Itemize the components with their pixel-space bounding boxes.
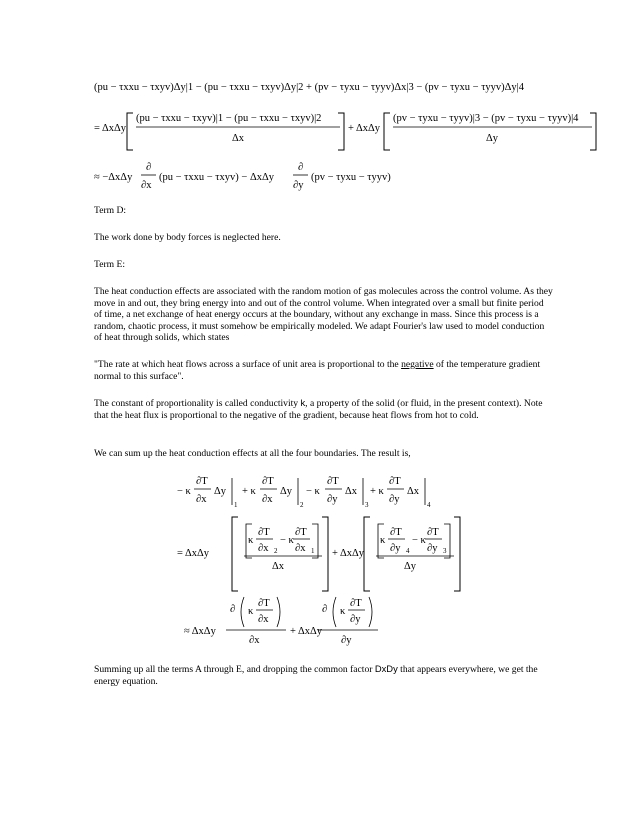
eq2-line2-a-sub2: 1 — [311, 547, 315, 555]
eq2-line3-b-num: ∂T — [350, 598, 362, 609]
eq2-line1-sub1: 1 — [234, 501, 238, 509]
eq2-line3-a-right-paren — [277, 597, 280, 627]
eq2-line2-b-num1: ∂T — [390, 527, 402, 538]
eq2-line1-term4-lead: + κ — [370, 486, 384, 497]
eq1-line2-denominator-b: Δy — [486, 133, 499, 144]
eq2-left-bracket-a — [232, 517, 238, 591]
eq1-right-bracket-a — [338, 113, 344, 150]
eq2-line3-mid: + ΔxΔy — [290, 626, 322, 637]
eq2-line2-b-num2: ∂T — [427, 527, 439, 538]
eq1-line2-numerator-b: (pv − τyxu − τyyv)|3 − (pv − τyxu − τyyv)|4 — [393, 113, 579, 124]
eq1-line3-partial-den-a: ∂x — [141, 180, 152, 191]
term-d-body: The work done by body forces is neglected here. — [94, 232, 281, 243]
eq2-line3-b-partial: ∂ — [322, 604, 328, 615]
eq2-line3-a-kappa: κ — [248, 606, 254, 617]
sum-up-paragraph: We can sum up the heat conduction effects at all the four boundaries. The result is, — [94, 448, 411, 459]
eq2-line3-a-outer-den: ∂x — [249, 635, 260, 646]
eq2-line2-a-num1: ∂T — [258, 527, 270, 538]
eq2-line2-b-den1: ∂y — [390, 543, 401, 554]
eq2-line2-a-den: Δx — [272, 561, 285, 572]
quote-text-end: of the temperature gradient normal to this surface". — [94, 359, 541, 382]
eq2-line2-b-kappa1: κ — [380, 535, 386, 546]
eq2-line1-term3-num: ∂T — [327, 476, 339, 487]
eq2-line1-term3-den: ∂y — [327, 494, 338, 505]
eq2-inner-bracket-a — [246, 524, 252, 558]
eq2-inner-bracket-b-right — [444, 524, 450, 558]
eq2-line1-term4-num: ∂T — [389, 476, 401, 487]
eq2-line2-mid: + ΔxΔy — [332, 548, 364, 559]
eq1-line3-partial-b: ∂ — [298, 162, 304, 173]
eq2-line3-b-left-paren — [333, 597, 336, 627]
summing-text-end: that appears everywhere, we get the energy equation. — [94, 664, 538, 687]
eq2-line3-b-kappa: κ — [340, 606, 346, 617]
eq1-line3-body-b: (pv − τyxu − τyyv) — [311, 172, 391, 183]
eq2-line1-term4-tail: Δx — [407, 486, 420, 497]
eq2-line1-term2-tail: Δy — [280, 486, 293, 497]
eq2-inner-bracket-b — [378, 524, 384, 558]
eq2-line2-b-sub2: 3 — [443, 547, 447, 555]
eq2-line1-term1-tail: Δy — [214, 486, 227, 497]
conductivity-text-start: The constant of proportionality is called conductivity — [94, 398, 301, 409]
eq2-line3-a-den: ∂x — [258, 614, 269, 625]
term-e-body: The heat conduction effects are associated with the random motion of gas molecules across the control volume. As they move in and out, they bring energy into and out of the control volume. When integrated over a small but finite period of time, a net exchange of heat energy occurs at the boundary, without any exchange in mass. Since this process is a random, chaotic process, it must somehow be empirically modeled. We adapt Fourier's law used to model conduction of heat through solids, which states — [94, 286, 553, 344]
eq2-line3-a-partial: ∂ — [230, 604, 236, 615]
eq2-line3-a-left-paren — [241, 597, 244, 627]
eq2-line1-term4-den: ∂y — [389, 494, 400, 505]
eq2-right-bracket-a — [322, 517, 328, 591]
quote-text-start: "The rate at which heat flows across a surface of unit area is proportional to the — [94, 359, 402, 370]
eq2-left-bracket-b — [364, 517, 370, 591]
eq1-line3-lead: ≈ −ΔxΔy — [94, 172, 133, 183]
eq2-line2-b-minus: − κ — [412, 535, 426, 546]
conductivity-text-end: , a property of the solid (or fluid, in the present context). Note that the heat flux is proportional to the negative of the gradient, because heat flows from hot to cold. — [94, 398, 543, 421]
eq2-line2-a-den2: ∂x — [295, 543, 306, 554]
eq1-left-bracket-a — [127, 113, 133, 150]
fourier-law-quote — [94, 359, 554, 382]
eq2-line3-b-outer-den: ∂y — [341, 635, 352, 646]
eq2-line1-term2-num: ∂T — [262, 476, 274, 487]
eq2-line1-term2-lead: + κ — [242, 486, 256, 497]
eq1-line3-body-a: (pu − τxxu − τxyv) − ΔxΔy — [159, 172, 274, 183]
summing-text-start: Summing up all the terms A through E, and dropping the common factor — [94, 664, 375, 675]
term-e-heading: Term E: — [94, 259, 126, 270]
eq1-right-bracket-b — [590, 113, 596, 150]
eq1-line3-partial-a: ∂ — [146, 162, 152, 173]
eq1-line1: (pu − τxxu − τxyv)Δy|1 − (pu − τxxu − τxyv)Δy|2 + (pv − τyxu − τyyv)Δx|3 − (pv − τyxu − τyyv)Δy|4 — [94, 82, 525, 93]
eq2-line1-sub3: 3 — [365, 501, 369, 509]
eq2-line1-term3-tail: Δx — [345, 486, 358, 497]
stress-work-equation — [0, 0, 638, 200]
eq2-line2-b-den2: ∂y — [427, 543, 438, 554]
eq2-line2-a-den1: ∂x — [258, 543, 269, 554]
eq2-line3-b-right-paren — [369, 597, 372, 627]
eq2-line2-a-kappa1: κ — [248, 535, 254, 546]
quote-underlined-word: negative — [401, 359, 434, 370]
eq2-line2-b-den: Δy — [404, 561, 417, 572]
eq2-line2-a-num2: ∂T — [295, 527, 307, 538]
eq2-line2-lead: = ΔxΔy — [177, 548, 209, 559]
summing-up-paragraph — [94, 663, 554, 687]
eq2-line1-term1-num: ∂T — [196, 476, 208, 487]
eq1-line2-lead: = ΔxΔy — [94, 123, 126, 134]
eq2-line3-b-den: ∂y — [350, 614, 361, 625]
eq2-line3-a-num: ∂T — [258, 598, 270, 609]
eq2-inner-bracket-a-right — [312, 524, 318, 558]
eq2-line2-a-minus: − κ — [280, 535, 294, 546]
eq2-line1-term2-den: ∂x — [262, 494, 273, 505]
eq2-line2-a-sub1: 2 — [274, 547, 278, 555]
eq2-line1-term1-lead: − κ — [177, 486, 191, 497]
eq2-line1-sub2: 2 — [300, 501, 304, 509]
eq2-right-bracket-b — [454, 517, 460, 591]
eq1-line2-denominator-a: Δx — [232, 133, 245, 144]
eq2-line1-term1-den: ∂x — [196, 494, 207, 505]
conductivity-symbol: k — [300, 397, 306, 408]
common-factor-symbol: DxDy — [374, 663, 398, 674]
conductivity-paragraph — [94, 397, 554, 421]
eq1-line2-mid: + ΔxΔy — [348, 123, 380, 134]
eq2-line2-b-sub1: 4 — [406, 547, 410, 555]
eq1-left-bracket-b — [384, 113, 390, 150]
term-d-heading: Term D: — [94, 205, 127, 216]
eq2-line3-lead: ≈ ΔxΔy — [184, 626, 216, 637]
eq2-line1-sub4: 4 — [427, 501, 431, 509]
eq1-line3-partial-den-b: ∂y — [293, 180, 304, 191]
eq1-line2-numerator-a: (pu − τxxu − τxyv)|1 − (pu − τxxu − τxyv)|2 — [136, 113, 322, 124]
eq2-line1-term3-lead: − κ — [306, 486, 320, 497]
